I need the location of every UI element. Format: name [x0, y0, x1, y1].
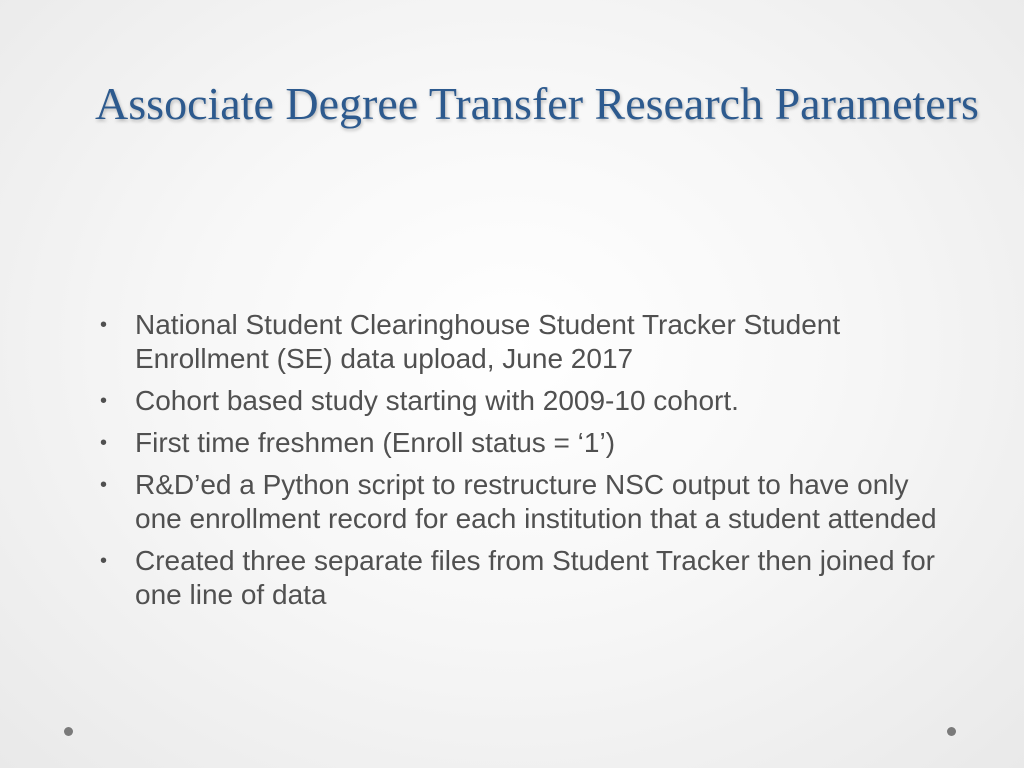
bullet-text: Created three separate files from Student Tracker then joined for one line of data	[135, 545, 935, 610]
bullet-text: First time freshmen (Enroll status = ‘1’)	[135, 427, 616, 458]
bullet-text: R&D’ed a Python script to restructure NSC output to have only one enrollment record for each institution that a student attended	[135, 469, 937, 534]
corner-dot-icon	[947, 727, 956, 736]
bullet-text: National Student Clearinghouse Student Tracker Student Enrollment (SE) data upload, June 2017	[135, 309, 841, 374]
bullet-item	[100, 426, 960, 460]
bullet-text: Cohort based study starting with 2009-10 cohort.	[135, 385, 739, 416]
bullet-list	[100, 308, 960, 620]
bullet-item	[100, 308, 960, 376]
bullet-dot-icon: •	[100, 432, 108, 454]
bullet-item	[100, 384, 960, 418]
bullet-dot-icon: •	[100, 390, 108, 412]
slide-title: Associate Degree Transfer Research Parameters	[95, 78, 979, 129]
bullet-dot-icon: •	[100, 550, 108, 572]
bullet-item	[100, 544, 960, 612]
bullet-dot-icon: •	[100, 314, 108, 336]
corner-dot-icon	[64, 727, 73, 736]
bullet-dot-icon: •	[100, 474, 108, 496]
bullet-item	[100, 468, 960, 536]
